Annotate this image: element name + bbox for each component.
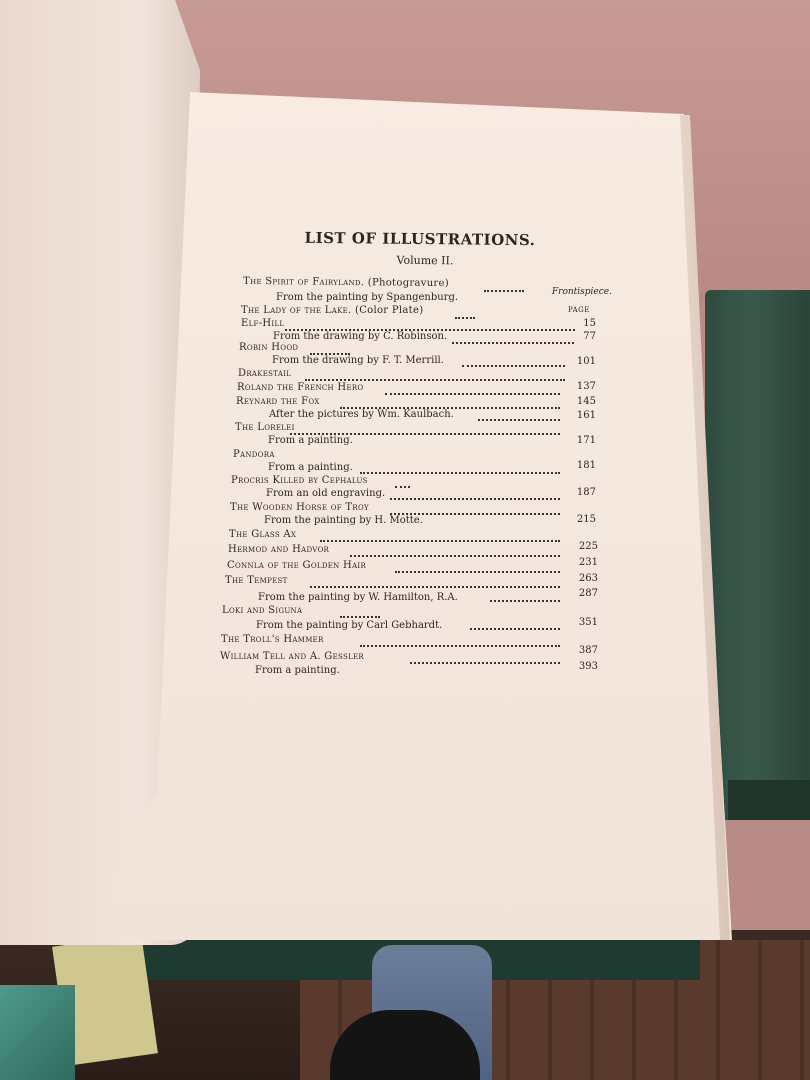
- entry-title: Connla of the Golden Hair: [227, 560, 367, 571]
- entry-credit: From the painting by Carl Gebhardt.: [256, 620, 443, 631]
- entry-page: 161: [576, 410, 596, 421]
- leader-dots: [490, 600, 560, 602]
- entry-title: Reynard the Fox: [236, 396, 320, 407]
- entry-title: Hermod and Hadvor: [228, 544, 330, 555]
- entry-credit: From a painting.: [268, 462, 353, 473]
- entry-page: 181: [576, 460, 596, 471]
- entry-title: The Spirit of Fairyland. (Photogravure): [242, 275, 450, 290]
- leader-dots: [385, 393, 560, 395]
- leader-dots: [360, 472, 560, 474]
- entry-title: Robin Hood: [239, 342, 299, 353]
- entry-page: 101: [576, 356, 596, 367]
- entry-page: 145: [576, 396, 596, 407]
- leader-dots: [470, 628, 560, 630]
- entry-title: The Lorelei: [235, 422, 295, 433]
- entry-credit: After the pictures by Wm. Kaulbach.: [269, 409, 454, 420]
- entry-title: Procris Killed by Cephalus: [231, 475, 368, 486]
- leader-dots: [360, 645, 560, 647]
- entry-page: 77: [583, 331, 596, 342]
- entry-credit: From the painting by W. Hamilton, R.A.: [258, 592, 458, 603]
- entry-credit: From a painting.: [255, 665, 340, 676]
- entry-title: The Wooden Horse of Troy: [230, 502, 369, 513]
- entry-page: 137: [576, 381, 596, 392]
- leader-dots: [350, 555, 560, 557]
- entry-title: The Tempest: [225, 575, 288, 586]
- entry-credit: From the drawing by F. T. Merrill.: [272, 355, 444, 366]
- entry-title: Loki and Siguna: [222, 605, 303, 616]
- entry-title: Roland the French Hero: [237, 382, 364, 393]
- volume-label: Volume II.: [396, 253, 454, 268]
- leader-dots: [395, 486, 410, 488]
- entry-credit: From the drawing by C. Robinson.: [273, 331, 448, 342]
- leader-dots: [462, 365, 565, 367]
- entry-page: 387: [578, 645, 598, 656]
- page-column-label: PAGE: [568, 306, 590, 314]
- entry-page: 351: [578, 617, 598, 628]
- leader-dots: [310, 586, 560, 588]
- entry-page: 187: [576, 487, 596, 498]
- entry-page: 215: [576, 514, 596, 525]
- entry-credit: From an old engraving.: [266, 488, 386, 499]
- entry-title: The Lady of the Lake. (Color Plate): [241, 305, 424, 316]
- leader-dots: [340, 616, 380, 618]
- entry-credit: From a painting.: [268, 435, 353, 446]
- page-title: LIST OF ILLUSTRATIONS.: [304, 228, 536, 250]
- entry-title: William Tell and A. Gessler: [220, 651, 365, 662]
- entry-title: The Troll's Hammer: [221, 634, 324, 645]
- entry-title: Drakestail: [238, 368, 292, 379]
- leader-dots: [305, 379, 565, 381]
- entry-page: 263: [578, 573, 598, 584]
- entry-credit: From the painting by H. Motte.: [264, 515, 423, 526]
- leader-dots: [395, 571, 560, 573]
- leader-dots: [390, 498, 560, 500]
- entry-page: 231: [578, 557, 598, 568]
- leader-dots: [320, 540, 560, 542]
- leader-dots: [455, 317, 475, 319]
- entry-page: 393: [578, 661, 598, 672]
- entry-page: 15: [583, 318, 596, 329]
- entry-page: 287: [578, 588, 598, 599]
- entry-page: 225: [578, 541, 598, 552]
- leader-dots: [452, 342, 574, 344]
- entry-title: Pandora: [233, 449, 275, 460]
- leader-dots: [484, 290, 524, 292]
- entry-page: Frontispiece.: [551, 287, 612, 297]
- entry-page: 171: [576, 435, 596, 446]
- entry-title: Elf-Hill: [241, 318, 285, 329]
- leader-dots: [410, 662, 560, 664]
- entry-title: The Glass Ax: [229, 529, 297, 540]
- entry-credit: From the painting by Spangenburg.: [276, 292, 459, 303]
- leader-dots: [478, 419, 560, 421]
